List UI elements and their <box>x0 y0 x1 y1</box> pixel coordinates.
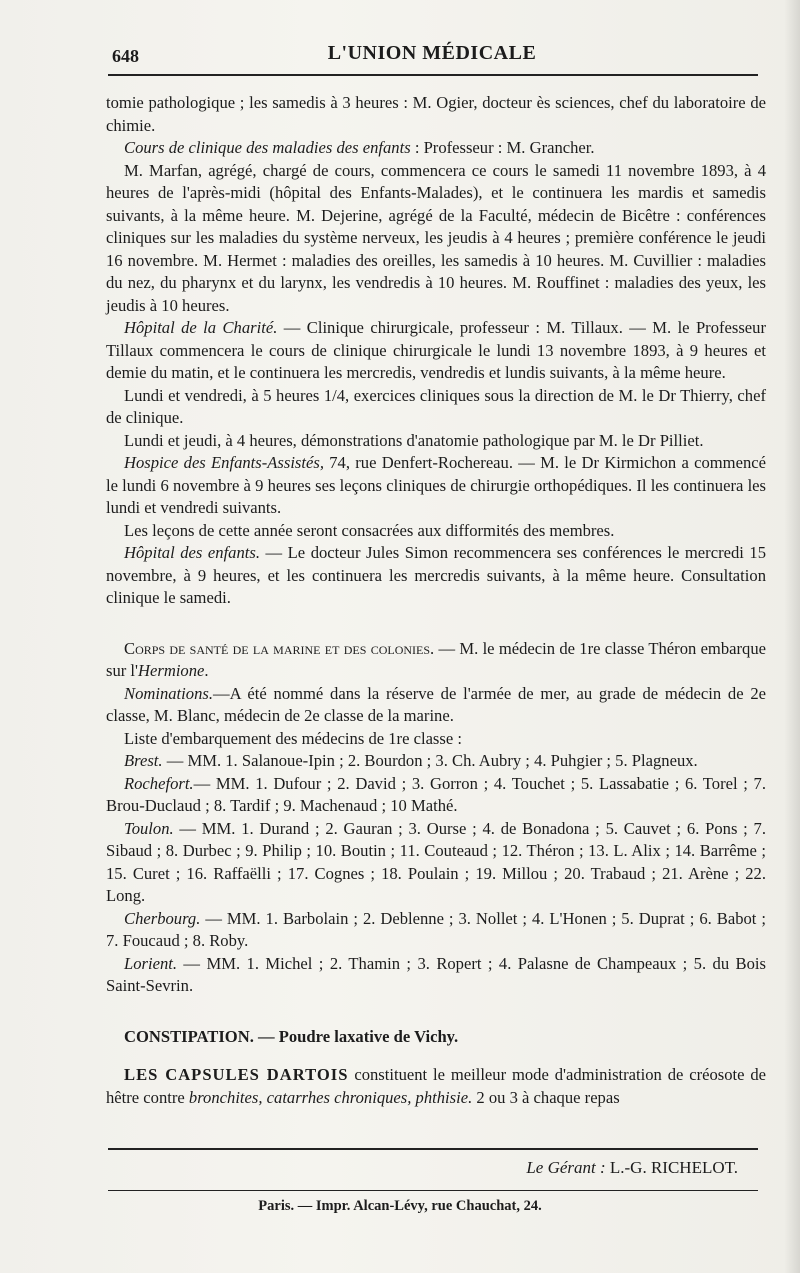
section-title: Cours de clinique des maladies des enfants <box>124 138 411 157</box>
paragraph: Les leçons de cette année seront consacrées aux difformités des membres. <box>124 520 615 540</box>
port-name: Lorient. <box>124 953 178 973</box>
section-title: Hôpital des enfants. <box>124 543 260 562</box>
header-rule <box>108 74 758 76</box>
running-title: L'UNION MÉDICALE <box>327 42 537 64</box>
section-title: Hôpital de la Charité. <box>124 318 278 337</box>
port-name: Toulon. <box>124 818 174 838</box>
ad-brand: LES CAPSULES DARTOIS <box>124 1065 349 1084</box>
paragraph: tomie pathologique ; les samedis à 3 heures : M. Ogier, docteur ès sciences, chef du laboratoire de chimie. <box>106 93 766 135</box>
paragraph: Liste d'embarquement des médecins de 1re classe : <box>124 728 462 748</box>
section-heading: Corps de santé de la marine et des colonies. <box>124 638 435 658</box>
port-name: Cherbourg. <box>124 908 201 928</box>
page-number: 648 <box>112 46 139 66</box>
gerant-signature: Le Gérant : L.-G. RICHELOT. <box>526 1158 738 1177</box>
page-header <box>112 42 752 68</box>
imprint-rule <box>108 1190 758 1191</box>
paragraph: Lundi et jeudi, à 4 heures, démonstrations d'anatomie pathologique par M. le Dr Pilliet. <box>124 430 704 450</box>
paragraph: Cours de clinique des maladies des enfants : Professeur : M. Grancher. <box>124 138 595 157</box>
section-gap <box>106 998 766 1026</box>
advertisement-capsules: LES CAPSULES DARTOIS constituent le meilleur mode d'administration de créosote de hêtre contre bronchites, catarrhes chroniques, phthisie. 2 ou 3 à chaque repas <box>106 1065 766 1107</box>
advertisement-constipation: CONSTIPATION. — Poudre laxative de Vichy. <box>124 1026 459 1046</box>
page-spine-shadow <box>784 0 800 1273</box>
port-list: Toulon. — MM. 1. Durand ; 2. Gauran ; 3. Ourse ; 4. de Bonadona ; 5. Cauvet ; 6. Pons ; 7. Sibaud ; 8. Durbec ; 9. Philip ; 10. Boutin ; 11. Couteaud ; 12. Théron ; 13. L. Alix ; 14. Barrême ; 15. Curet ; 16. Raffaëlli ; 17. Cognes ; 18. Poulain ; 19. Millou ; 20. Trabaud ; 21. Arène ; 22. Long. <box>106 818 766 905</box>
printer-imprint: Paris. — Impr. Alcan-Lévy, rue Chauchat, 24. <box>258 1198 542 1214</box>
paragraph: Hôpital de la Charité. — Clinique chirurgicale, professeur : M. Tillaux. — M. le Professeur Tillaux commencera le cours de clinique chirurgicale le lundi 13 novembre 1893, à 9 heures et demie du matin, et le continuera les mercredis, vendredis et lundis suivants, à la même heure. <box>106 318 766 382</box>
article-body <box>106 92 766 1109</box>
section-title: Hospice des Enfants-Assistés, <box>124 453 324 472</box>
paragraph: M. Marfan, agrégé, chargé de cours, commencera ce cours le samedi 11 novembre 1893, à 4 heures de l'après-midi (hôpital des Enfants-Malades), et le continuera les mardis et samedis suivants, à la même heure. M. Dejerine, agrégé de la Faculté, médecin de Bicêtre : conférences cliniques sur les maladies du système nerveux, les jeudis à 4 heures ; première conférence le jeudi 16 novembre. M. Hermet : maladies des oreilles, les samedis à 10 heures. M. Cuvillier : maladies du nez, du pharynx et du larynx, les vendredis à 10 heures. M. Rouffinet : maladies des yeux, les jeudis à 10 heures. <box>106 160 766 315</box>
ship-name: Hermione <box>138 661 205 680</box>
paragraph: Nominations.—A été nommé dans la réserve de l'armée de mer, au grade de médecin de 2e classe, M. Blanc, médecin de 2e classe de la marine. <box>106 683 766 725</box>
port-list: Rochefort.— MM. 1. Dufour ; 2. David ; 3. Gorron ; 4. Touchet ; 5. Lassabatie ; 6. Torel ; 7. Brou-Duclaud ; 8. Tardif ; 9. Machenaud ; 10 Mathé. <box>106 773 766 815</box>
footer-rule <box>108 1148 758 1150</box>
section-gap <box>106 610 766 638</box>
port-list: Cherbourg. — MM. 1. Barbolain ; 2. Deblenne ; 3. Nollet ; 4. L'Honen ; 5. Duprat ; 6. Babot ; 7. Foucaud ; 8. Roby. <box>106 908 766 950</box>
port-list: Brest. — MM. 1. Salanoue-Ipin ; 2. Bourdon ; 3. Ch. Aubry ; 4. Puhgier ; 5. Plagneux. <box>124 751 698 770</box>
port-name: Rochefort. <box>124 773 194 793</box>
section-title: Nominations. <box>124 683 213 703</box>
port-list: Lorient. — MM. 1. Michel ; 2. Thamin ; 3. Ropert ; 4. Palasne de Champeaux ; 5. du Bois Saint-Sevrin. <box>106 953 766 995</box>
paragraph: Hospice des Enfants-Assistés, 74, rue Denfert-Rochereau. — M. le Dr Kirmichon a commencé le lundi 6 novembre à 9 heures ses leçons cliniques de chirurgie orthopédiques. Il les continuera les lundi et vendredi suivants. <box>106 453 766 517</box>
port-name: Brest. <box>124 751 163 770</box>
paragraph: Hôpital des enfants. — Le docteur Jules Simon recommencera ses conférences le mercredi 15 novembre, à 9 heures, et les continuera les mercredis suivants, à la même heure. Consultation clinique le samedi. <box>106 543 766 607</box>
paragraph: Lundi et vendredi, à 5 heures 1/4, exercices cliniques sous la direction de M. le Dr Thierry, chef de clinique. <box>106 385 766 427</box>
navy-announcement: Corps de santé de la marine et des colonies. — M. le médecin de 1re classe Théron embarque sur l'Hermione. <box>106 638 766 680</box>
section-gap <box>106 1048 766 1064</box>
